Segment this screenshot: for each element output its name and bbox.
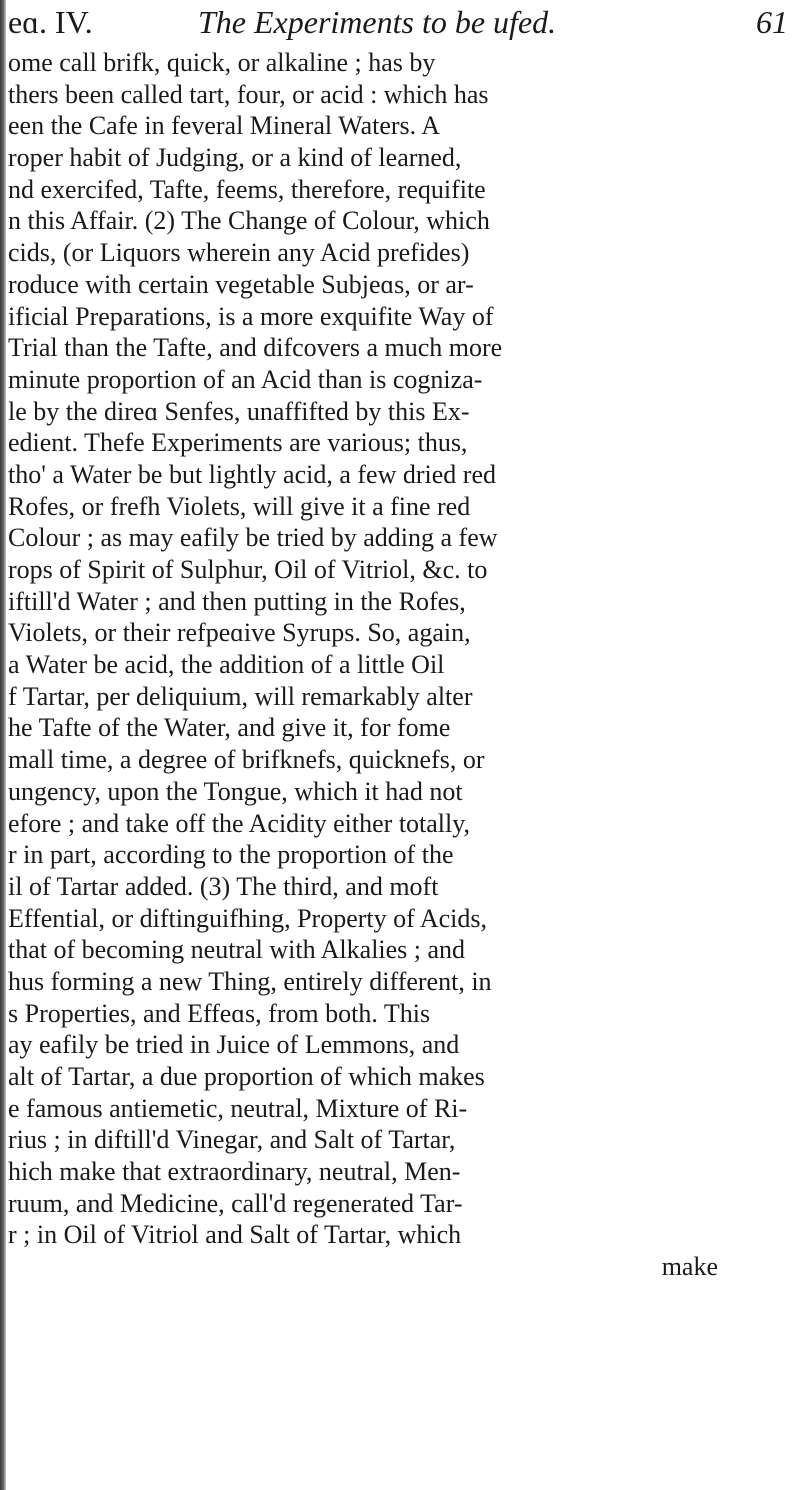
text-line: alt of Tartar, a due proportion of which makes <box>8 1062 485 1091</box>
page-number: 61 <box>756 4 788 40</box>
text-line: il of Tartar added. (3) The third, and moft <box>8 871 439 901</box>
text-line: rius ; in diftill'd Vinegar, and Salt of Tartar, <box>8 1125 456 1155</box>
text-line: minute proportion of an Acid than is cogniza- <box>8 364 483 394</box>
body-text <box>8 47 778 1283</box>
text-line: n this Affair. (2) The Change of Colour, which <box>8 206 490 236</box>
page-gutter-shadow <box>0 0 6 1490</box>
text-line: efore ; and take off the Acidity either totally, <box>8 808 471 838</box>
text-line: Effential, or diftinguifhing, Property of Acids, <box>8 903 487 933</box>
text-line: edient. Thefe Experiments are various; thus, <box>8 428 468 458</box>
text-line: ome call brifk, quick, or alkaline ; has by <box>8 48 436 77</box>
text-line: that of becoming neutral with Alkalies ; and <box>8 935 466 965</box>
text-line: thers been called tart, four, or acid : which has <box>8 79 489 109</box>
text-line: iftill'd Water ; and then putting in the Rofes, <box>8 586 466 616</box>
text-line: tho' a Water be but lightly acid, a few dried red <box>8 459 496 489</box>
text-line: f Tartar, per deliquium, will remarkably alter <box>8 681 473 711</box>
text-line: hus forming a new Thing, entirely different, in <box>8 966 492 996</box>
text-line: e famous antiemetic, neutral, Mixture of Ri- <box>8 1093 468 1123</box>
text-line: een the Cafe in feveral Mineral Waters. A <box>8 111 441 141</box>
text-line: ificial Preparations, is a more exquifite Way of <box>8 301 494 331</box>
text-line: he Tafte of the Water, and give it, for fome <box>8 713 451 743</box>
text-line: cids, (or Liquors wherein any Acid prefides) <box>8 238 470 268</box>
text-line: Colour ; as may eafily be tried by adding a few <box>8 523 498 553</box>
text-line: rops of Spirit of Sulphur, Oil of Vitriol, &c. to <box>8 555 488 584</box>
text-line: Violets, or their refpeɑive Syrups. So, again, <box>8 618 471 648</box>
text-line: roduce with certain vegetable Subjeɑs, or ar- <box>8 269 474 299</box>
text-line: a Water be acid, the addition of a little Oil <box>8 650 445 680</box>
text-line: roper habit of Judging, or a kind of learned, <box>8 143 462 173</box>
text-line: mall time, a degree of brifknefs, quicknefs, or <box>8 745 485 775</box>
running-title: The Experiments to be ufed. <box>198 4 557 40</box>
text-line: hich make that extraordinary, neutral, Men- <box>8 1157 461 1187</box>
text-line: ruum, and Medicine, call'd regenerated Tar- <box>8 1188 463 1218</box>
text-line: nd exercifed, Tafte, feems, therefore, requifite <box>8 174 486 204</box>
text-line: Rofes, or frefh Violets, will give it a fine red <box>8 491 471 521</box>
catchword: make <box>661 1252 718 1282</box>
running-header <box>8 2 788 42</box>
text-line: le by the direɑ Senfes, unaffifted by this Ex- <box>8 396 470 426</box>
text-line: ungency, upon the Tongue, which it had not <box>8 776 463 806</box>
text-line: ay eafily be tried in Juice of Lemmons, and <box>8 1030 460 1060</box>
section-label: eɑ. IV. <box>8 4 93 40</box>
text-line: r ; in Oil of Vitriol and Salt of Tartar, which <box>8 1220 462 1250</box>
text-line: s Properties, and Effeɑs, from both. This <box>8 998 431 1028</box>
text-line: r in part, according to the proportion of the <box>8 840 454 870</box>
text-line: Trial than the Tafte, and difcovers a much more <box>8 333 503 363</box>
